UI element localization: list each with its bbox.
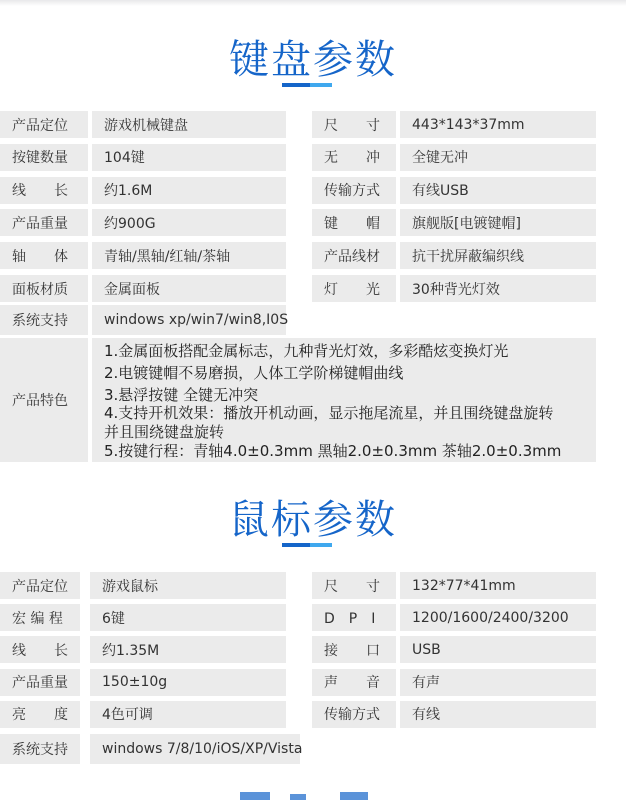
keyboard-row-5-value-left: 青轴/黑轴/红轴/茶轴 (92, 242, 286, 269)
mouse-row-4-value-right: 有声 (400, 669, 596, 696)
mouse-row-2-label-right: D P I (312, 604, 396, 631)
mouse-row-3-label-left: 线 长 (0, 636, 80, 663)
mouse-row-1-label-right: 尺 寸 (312, 572, 396, 599)
keyboard-feature-line-2: 2.电镀键帽不易磨损，人体工学阶梯键帽曲线 (104, 364, 404, 382)
keyboard-system-value: windows xp/win7/win8,I0S (92, 305, 286, 335)
mouse-system-label: 系统支持 (0, 734, 80, 764)
mouse-title-underline-light (310, 543, 332, 547)
keyboard-row-6-value-left: 金属面板 (92, 275, 286, 302)
mouse-row-1-value-left: 游戏鼠标 (90, 572, 286, 599)
keyboard-row-5-value-right: 抗干扰屏蔽编织线 (400, 242, 596, 269)
mouse-row-2-value-left: 6键 (90, 604, 286, 631)
mouse-row-5-label-right: 传输方式 (312, 701, 396, 728)
keyboard-row-2-label-left: 按键数量 (0, 144, 88, 171)
mouse-row-5-value-right: 有线 (400, 701, 596, 728)
mouse-title-underline-dark (282, 543, 310, 547)
keyboard-feature-line-4: 4.支持开机效果：播放开机动画，显示拖尾流星，并且围绕键盘旋转 (104, 404, 554, 422)
keyboard-feature-line-5: 并且围绕键盘旋转 (104, 423, 225, 441)
mouse-row-1-label-left: 产品定位 (0, 572, 80, 599)
keyboard-row-5-label-left: 轴 体 (0, 242, 88, 269)
keyboard-title-underline-light (310, 83, 332, 87)
keyboard-row-2-value-right: 全键无冲 (400, 144, 596, 171)
keyboard-row-3-value-left: 约1.6M (92, 177, 286, 204)
mouse-row-4-label-left: 产品重量 (0, 669, 80, 696)
mouse-row-4-value-left: 150±10g (90, 669, 286, 696)
mouse-row-1-value-right: 132*77*41mm (400, 572, 596, 599)
keyboard-system-label: 系统支持 (0, 305, 88, 335)
keyboard-row-2-label-right: 无 冲 (312, 144, 396, 171)
keyboard-feature-line-3: 3.悬浮按键 全键无冲突 (104, 386, 259, 404)
keyboard-row-2-value-left: 104键 (92, 144, 286, 171)
keyboard-row-3-value-right: 有线USB (400, 177, 596, 204)
keyboard-row-6-label-left: 面板材质 (0, 275, 88, 302)
keyboard-feature-line-1: 1.金属面板搭配金属标志，九种背光灯效，多彩酷炫变换灯光 (104, 342, 509, 360)
next-section-title-partial (0, 790, 626, 800)
keyboard-feature-line-6: 5.按键行程：青轴4.0±0.3mm 黑轴2.0±0.3mm 茶轴2.0±0.3mm (104, 442, 562, 460)
mouse-section-title: 鼠标参数 (229, 497, 397, 543)
keyboard-row-4-value-left: 约900G (92, 209, 286, 236)
mouse-row-3-value-left: 约1.35M (90, 636, 286, 663)
keyboard-row-4-value-right: 旗舰版[电镀键帽] (400, 209, 596, 236)
keyboard-row-1-value-right: 443*143*37mm (400, 111, 596, 138)
keyboard-row-6-value-right: 30种背光灯效 (400, 275, 596, 302)
keyboard-row-3-label-right: 传输方式 (312, 177, 396, 204)
keyboard-row-5-label-right: 产品线材 (312, 242, 396, 269)
keyboard-row-1-label-left: 产品定位 (0, 111, 88, 138)
keyboard-row-1-value-left: 游戏机械键盘 (92, 111, 286, 138)
keyboard-section-title: 键盘参数 (229, 37, 397, 83)
mouse-row-5-label-left: 亮 度 (0, 701, 80, 728)
mouse-system-value: windows 7/8/10/iOS/XP/Vista (90, 734, 300, 764)
keyboard-row-6-label-right: 灯 光 (312, 275, 396, 302)
keyboard-row-1-label-right: 尺 寸 (312, 111, 396, 138)
keyboard-row-4-label-left: 产品重量 (0, 209, 88, 236)
keyboard-row-4-label-right: 键 帽 (312, 209, 396, 236)
mouse-row-5-value-left: 4色可调 (90, 701, 286, 728)
keyboard-features-label: 产品特色 (0, 338, 88, 462)
mouse-row-4-label-right: 声 音 (312, 669, 396, 696)
mouse-row-3-label-right: 接 口 (312, 636, 396, 663)
mouse-row-2-value-right: 1200/1600/2400/3200 (400, 604, 596, 631)
keyboard-title-underline-dark (282, 83, 310, 87)
top-strip (0, 0, 626, 6)
mouse-row-3-value-right: USB (400, 636, 596, 663)
keyboard-row-3-label-left: 线 长 (0, 177, 88, 204)
mouse-row-2-label-left: 宏 编 程 (0, 604, 80, 631)
